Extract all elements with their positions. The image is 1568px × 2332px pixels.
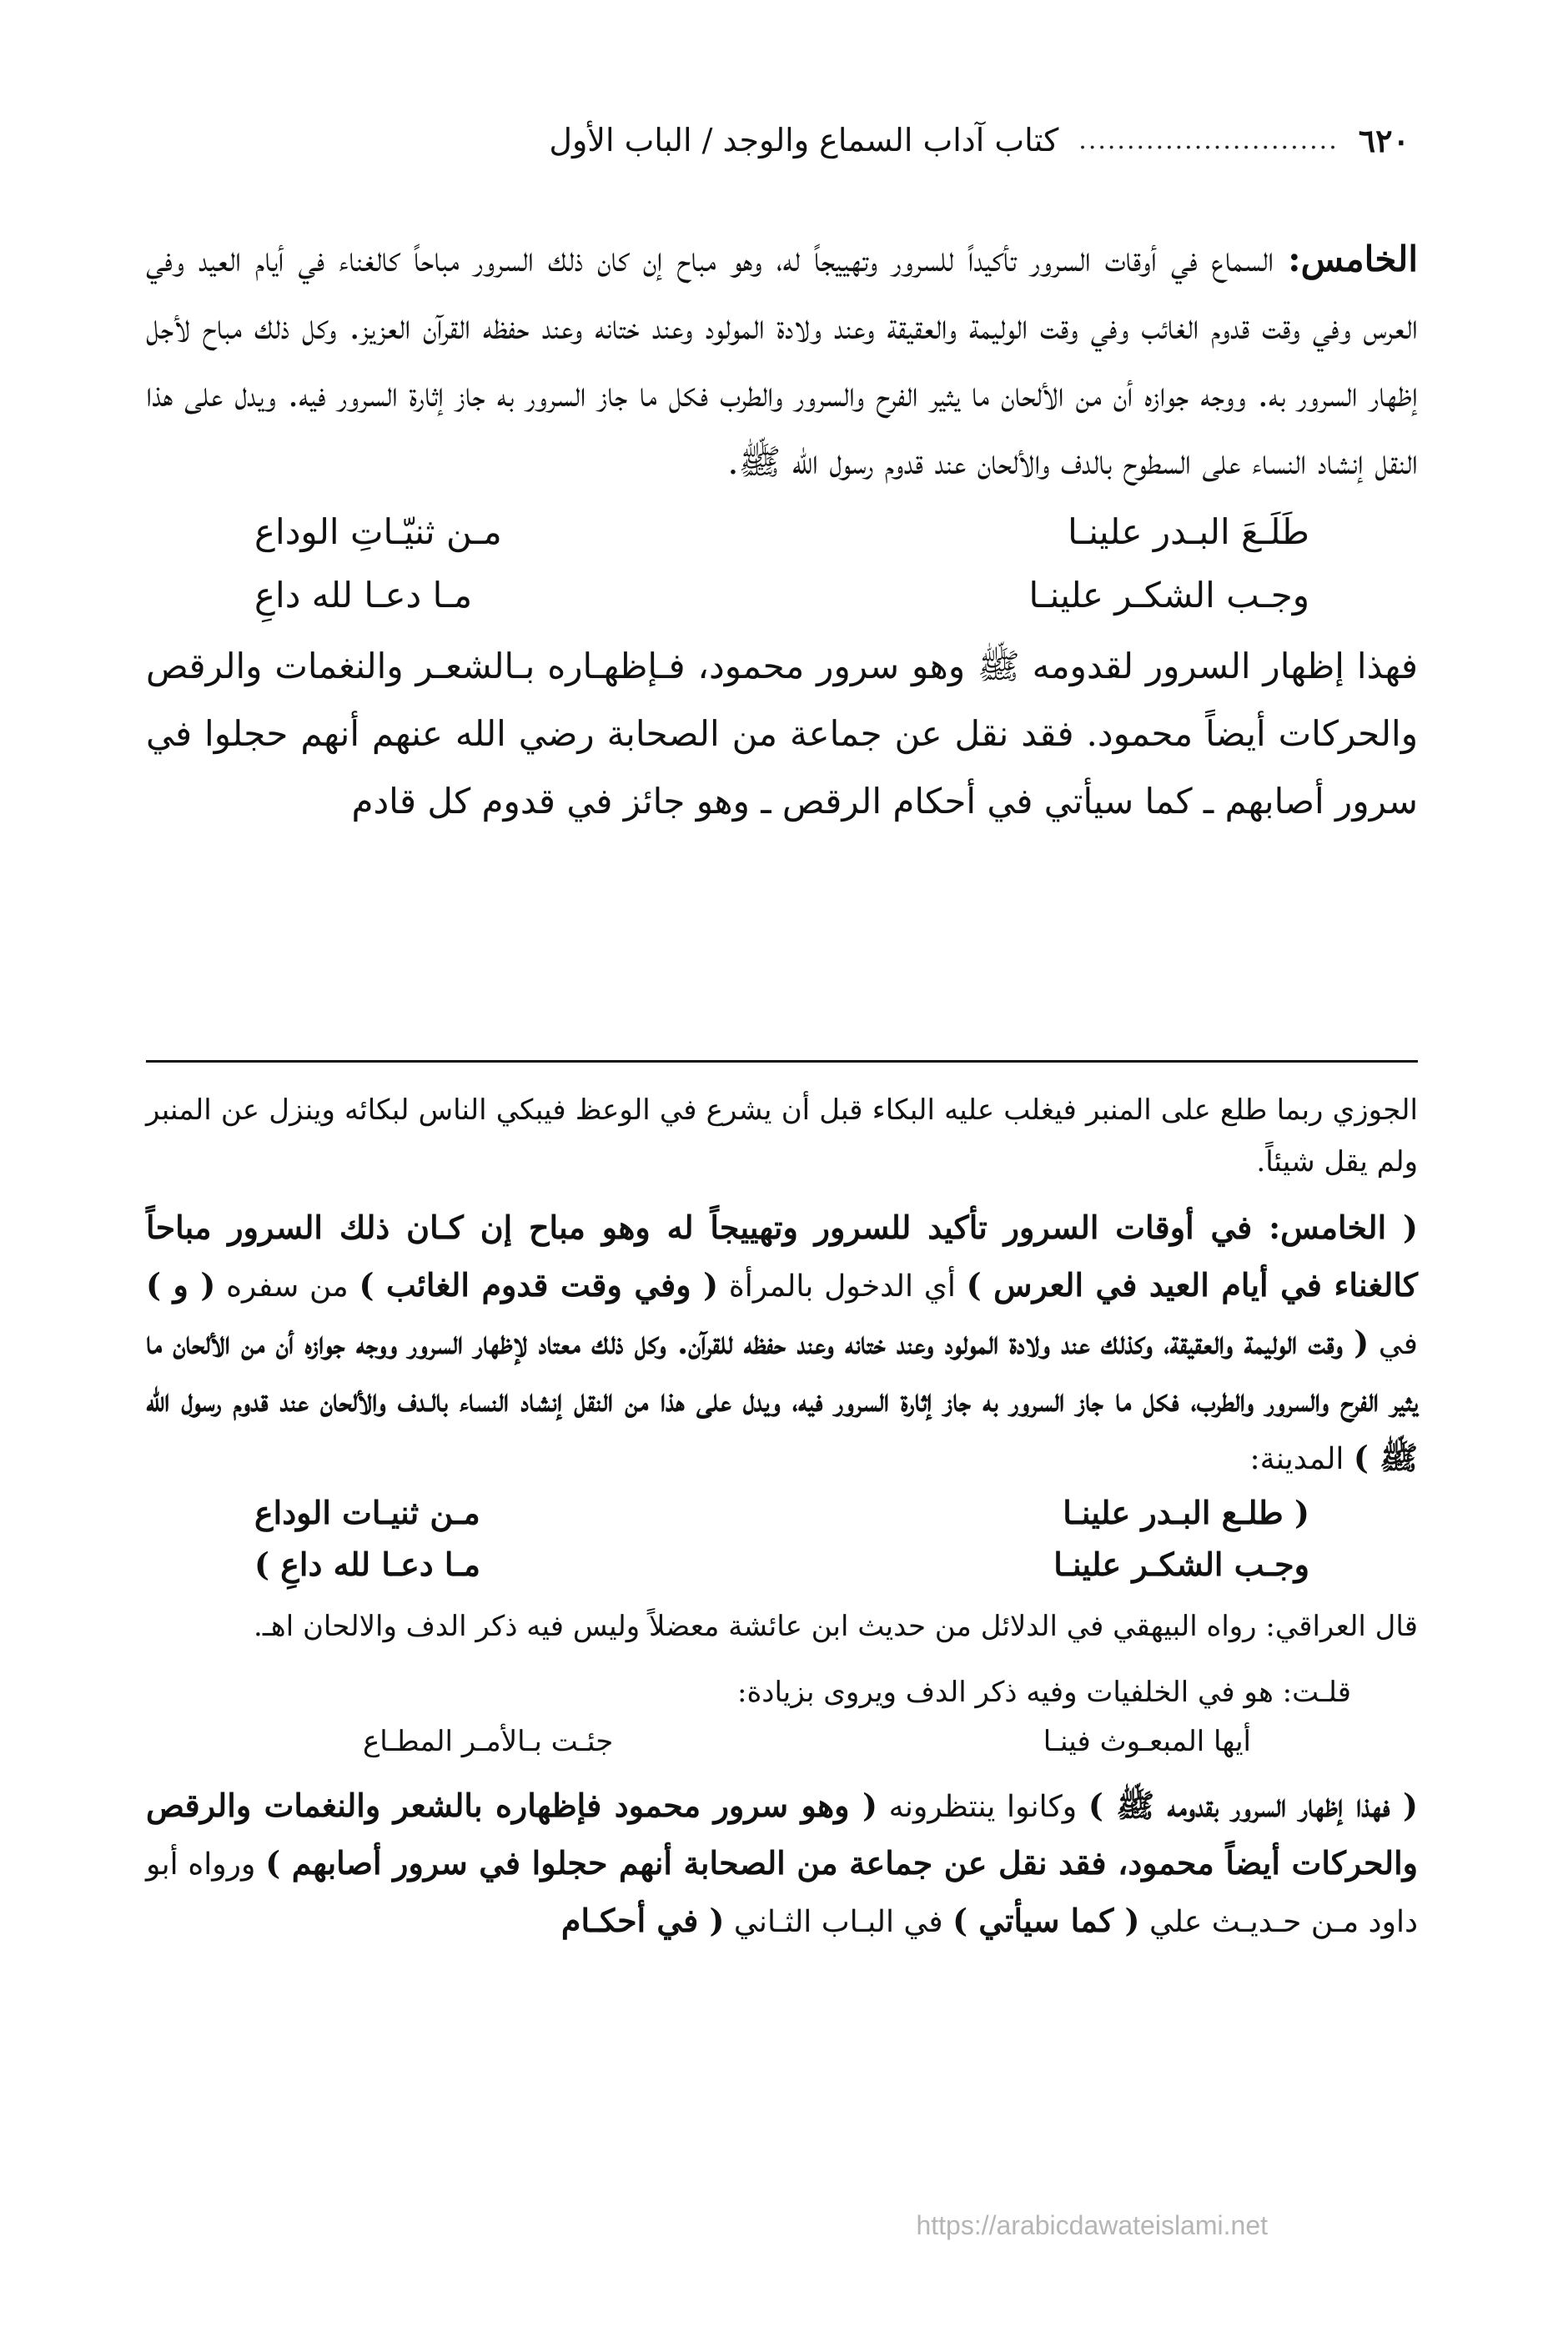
running-title: كتاب آداب السماع والوجد / الباب الأول [549,122,1059,158]
footnote-divider [146,1060,1418,1063]
header-leader-dots: ........................... [1078,125,1339,155]
poem-line [254,500,1309,564]
poem-hemistich-first: وجـب الشكـر علينـا [1028,575,1309,616]
quoted-matn: ( وهو سرور محمود فإظهاره بالشعر والنغمات والرقص والحركات أيضاً محمود، فقد نقل عن جماعة من الصحابة أنهم حجلوا في سرور أصابهم ) [146,1787,1418,1882]
poem-hemistich-first: ( طلـع البـدر علينـا [1063,1494,1309,1531]
poem-line [254,1487,1309,1539]
sharh-text: وكانوا ينتظرونه [877,1790,1088,1824]
commentary-paragraph-2 [146,1777,1418,1950]
commentary-section [146,1084,1418,1950]
quoted-matn: ( في أحكـام [560,1902,725,1939]
sharh-text: في [1369,1327,1418,1361]
poem-hemistich-second: مـن ثنيـات الوداع [254,1494,480,1531]
poem [146,500,1418,627]
poem-hemistich-second: مـن ثنيّـاتِ الوداع [254,511,502,552]
main-paragraph-1-text: السماع في أوقات السرور تأكيداً للسرور وتهييجاً له، وهو مباح إن كان ذلك السرور مباحاً كالغناء في أيام العيد وفي العرس وفي وقت قدوم الغائب وفي وقت الوليمة والعقيقة وعند ولادة المولود وعند ختانه وعند حفظه القرآن العزيز. وكل ذلك مباح لأجل إظهار السرور به. ووجه جوازه أن من الألحان ما يثير الفرح والسرور والطرب فكل ما جاز السرور به جاز إثارة السرور فيه. ويدل على هذا النقل إنشاد النساء على السطوح بالدف والألحان عند قدوم رسول الله ﷺ. [146,239,1418,482]
sharh-text: أي الدخول بالمرأة [718,1269,967,1304]
poem-hemistich-first: طَلَـعَ البـدر علينـا [1068,511,1309,552]
watermark-url: https://arabicdawateislami.net [916,2210,1268,2240]
main-paragraph-1 [146,225,1418,495]
sharh-text: في البـاب الثـاني [724,1905,953,1939]
quoted-matn: ( الخامس: في أوقات السرور تأكيد للسرور وتهييجاً له وهو مباح إن كـان ذلك السرور مباحاً كالغناء في أيام العيد في العرس ) [146,1209,1418,1304]
poem-hemistich-second: مـا دعـا لله داعِ ) [254,1545,480,1583]
poem-line [254,564,1309,627]
quoted-matn: ( وفي وقت قدوم الغائب ) [359,1266,719,1304]
page-header [150,115,1410,165]
quoted-matn: ( و ) [146,1266,216,1304]
poem-hemistich-second: مـا دعـا لله داعِ [254,575,473,616]
poem-line [363,1717,1251,1766]
iraqi-takhrij: قال العراقي: رواه البيهقي في الدلائل من حديث ابن عائشة معضلاً وليس فيه ذكر الدف والالحان اهـ. [254,1610,1418,1643]
quoted-matn: ( كما سيأتي ) [952,1902,1140,1939]
quoted-matn: ( وقت الوليمة والعقيقة، وكذلك عند ولادة المولود وعند ختانه وعند حفظه للقرآن. وكل ذلك معتاد لإظهار السرور ووجه جوازه أن من الألحان ما يثير الفرح والسرور والطرب، فكل ما جاز السرور به جاز إثارة السرور فيه، ويدل على هذا من النقل إنشاد النساء بالـدف والألحان عند قدوم رسول الله ﷺ ) [146,1324,1418,1476]
author-remark: قلـت: هو في الخلفيات وفيه ذكر الدف ويروى بزيادة: [737,1676,1351,1709]
commentary-paragraph-1 [146,1199,1418,1487]
quoted-matn: ( فهذا إظهار السرور بقدومه ﷺ ) [1088,1787,1418,1824]
sharh-text: ورواه أبو داود مـن حـديـث علي [146,1847,1418,1939]
main-paragraph-2: فهذا إظهار السرور لقدومه ﷺ وهو سرور محمود، فـإظهـاره بـالشعـر والنغمات والرقص والحركات أيضاً محمود. فقد نقل عن جماعة من الصحابة رضي الله عنهم أنهم حجلوا في سرور أصابهم ـ كما سيأتي في أحكام الرقص ـ وهو جائز في قدوم كل قادم [146,646,1418,822]
poem-hemistich-first: وجـب الشكـر علينـا [1053,1545,1309,1583]
main-text [146,225,1418,835]
footnote-continuation: الجوزي ربما طلع على المنبر فيغلب عليه البكاء قبل أن يشرع في الوعظ فيبكي الناس لبكائه وينزل عن المنبر ولم يقل شيئاً. [146,1093,1418,1179]
poem-hemistich-first: أيها المبعـوث فينـا [1043,1725,1251,1758]
poem-hemistich-second: جئـت بـالأمـر المطـاع [363,1725,614,1758]
section-lead: الخامس: [1288,239,1418,279]
page-number: ٦٢٠ [1358,121,1410,159]
sharh-text: المدينة: [1249,1442,1354,1476]
commentary-poem [146,1487,1418,1591]
additional-verse [146,1717,1418,1766]
poem-line [254,1539,1309,1591]
sharh-text: من سفره [215,1269,359,1304]
